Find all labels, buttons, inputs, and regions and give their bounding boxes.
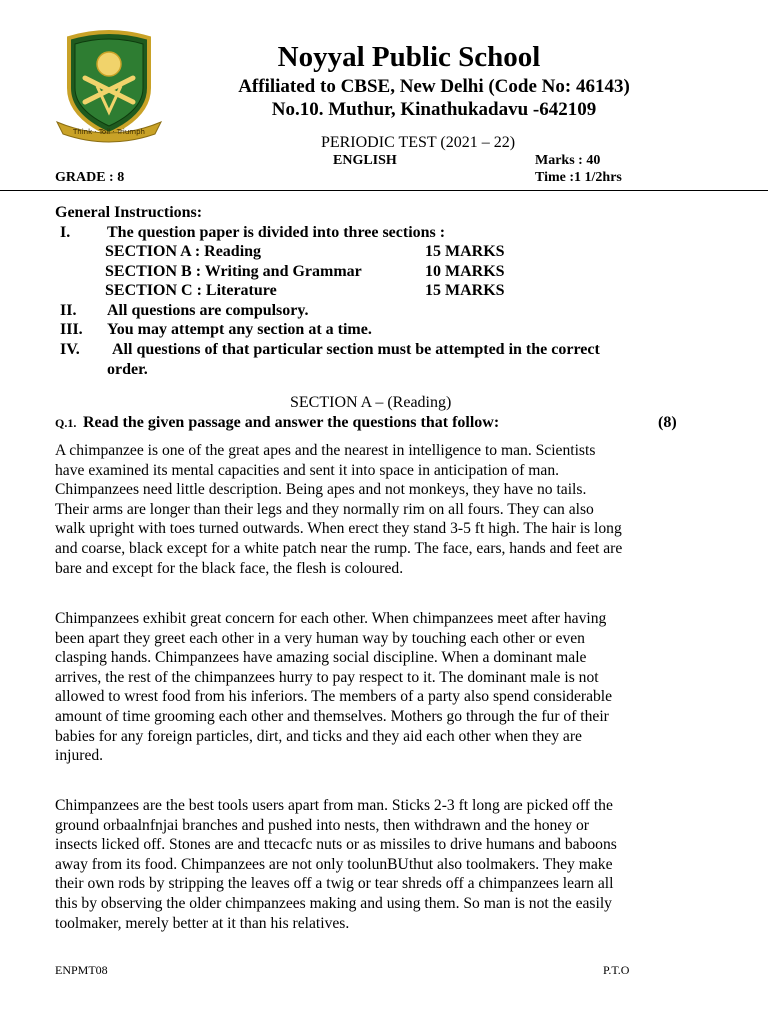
school-name: Noyyal Public School (277, 41, 541, 73)
section-a-marks: 15 MARKS (425, 243, 505, 260)
grade-label: GRADE : 8 (55, 170, 125, 185)
passage-line: bare and except for the black face, the flesh is coloured. (55, 559, 404, 577)
instruction-number: II. (60, 302, 77, 319)
section-c-label: SECTION C : Literature (105, 282, 277, 299)
paper-code: ENPMT08 (55, 963, 108, 977)
instructions-heading: General Instructions: (55, 204, 203, 221)
address-line: No.10. Muthur, Kinathukadavu -642109 (271, 99, 597, 120)
passage-line: their own rods by stripping the leaves off a twig or tear shreds off a chimpanzees learn all (55, 875, 614, 893)
passage-line: clasping hands. Chimpanzees have amazing social discipline. When a dominant male (55, 649, 587, 667)
instruction-number: I. (60, 224, 71, 241)
header-divider (0, 190, 768, 191)
passage-line: Their arms are longer than their legs and they normally rim on all fours. They can also (55, 500, 594, 518)
question-marks: (8) (658, 414, 677, 431)
passage-line: A chimpanzee is one of the great apes and the nearest in intelligence to man. Scientists (55, 442, 596, 459)
passage-line: injured. (55, 747, 104, 765)
section-a-label: SECTION A : Reading (105, 243, 262, 260)
passage-line: and coarse, black except for a white patch near the rump. The face, ears, hands and feet are (55, 539, 623, 557)
question-text: Read the given passage and answer the questions that follow: (83, 414, 500, 431)
passage-line: Chimpanzees exhibit great concern for each other. When chimpanzees meet after having (55, 610, 607, 627)
passage-line: this by observing the older chimpanzees making and using them. So man is not the easily (55, 894, 612, 912)
subject-label: ENGLISH (333, 153, 397, 168)
instruction-text: You may attempt any section at a time. (107, 321, 372, 338)
section-c-marks: 15 MARKS (425, 282, 505, 299)
passage-line: toolmaker, merely better at it than his relatives. (55, 914, 350, 932)
instruction-text-continued: order. (107, 361, 148, 378)
passage-line: amount of time grooming each other and themselves. Mothers go through the fur of their (55, 707, 609, 725)
passage-line: been apart they greet each other in a very human way by touching each other or even (55, 629, 585, 647)
total-marks: Marks : 40 (535, 153, 601, 168)
test-title: PERIODIC TEST (2021 – 22) (320, 134, 516, 151)
passage-line: ground orbaalnfnjai branches and pushed into nests, then withdrawn and the honey or (55, 816, 589, 834)
passage-line: Chimpanzees need little description. Being apes and not monkeys, they have no tails. (55, 481, 587, 499)
passage-paragraph-1 (55, 441, 715, 578)
passage-paragraph-2 (55, 609, 715, 766)
section-b-label: SECTION B : Writing and Grammar (105, 263, 362, 280)
passage-line: away from its food. Chimpanzees are not only toolunBUthut also toolmakers. They make (55, 855, 613, 873)
time-label: Time :1 1/2hrs (535, 170, 622, 185)
affiliation-line: Affiliated to CBSE, New Delhi (Code No: 46143) (238, 76, 630, 97)
instruction-text: The question paper is divided into three sections : (107, 224, 446, 241)
instruction-number: IV. (60, 341, 80, 358)
instruction-text: All questions are compulsory. (107, 302, 309, 319)
section-b-marks: 10 MARKS (425, 263, 505, 280)
question-number: Q.1. (55, 416, 77, 430)
passage-line: walk upright with toes turned outwards. When erect they stand 3-5 ft high. The hair is long (55, 520, 622, 538)
passage-line: arrives, the rest of the chimpanzees hurry to pay respect to it. The dominant male is not (55, 668, 599, 686)
passage-line: Chimpanzees are the best tools users apart from man. Sticks 2-3 ft long are picked off the (55, 797, 613, 814)
passage-line: allowed to wrest food from his inferiors. The members of a party also spend considerable (55, 688, 613, 706)
instruction-text: All questions of that particular section must be attempted in the correct (112, 341, 600, 358)
passage-paragraph-3 (55, 796, 715, 933)
passage-line: babies for any foreign particles, dirt, and ticks and they aid each other when they are (55, 727, 582, 745)
section-a-title: SECTION A – (Reading) (290, 394, 452, 411)
passage-line: have examined its mental capacities and sent it into space in anticipation of man. (55, 461, 560, 479)
passage-line: insects licked off. Stones are and ttecacfc nuts or as missiles to drive humans and baboons (55, 836, 617, 854)
please-turn-over: P.T.O (603, 963, 630, 977)
crest-motto: Think · Toil · Triumph (73, 128, 145, 136)
instruction-number: III. (60, 321, 83, 338)
